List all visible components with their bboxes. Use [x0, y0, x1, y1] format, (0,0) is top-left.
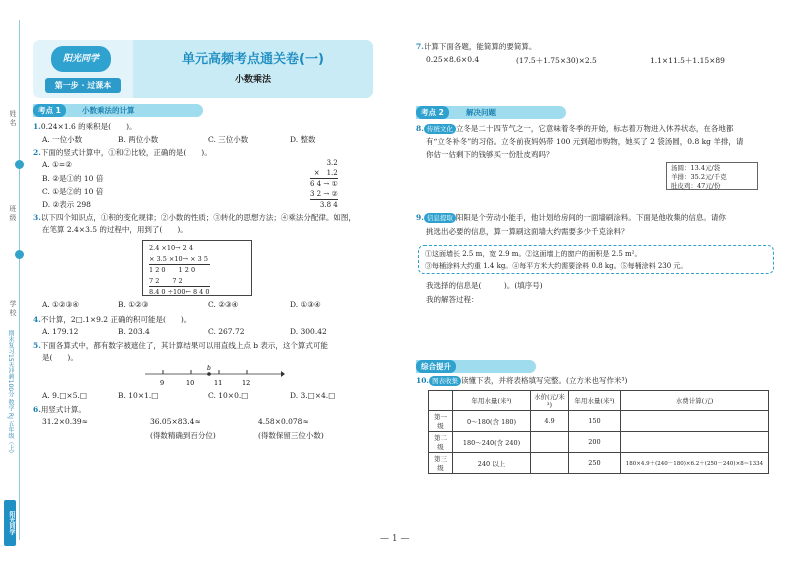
table-cell: 150 — [569, 411, 621, 432]
margin-dot — [15, 160, 24, 169]
calc-line: 2.4 ×10→ 2 4 — [149, 244, 193, 252]
table-row — [429, 453, 769, 474]
q5-option-d[interactable]: D. 3.□×4.□ — [290, 391, 336, 400]
q7-item-2: (17.5＋1.75×30)×2.5 — [516, 56, 597, 65]
table-header — [429, 391, 453, 411]
table-header: 水费计算(元) — [621, 391, 769, 411]
book-info: 期末复习15天冲刺100分 数学 RJ 五年级（上） — [7, 330, 14, 457]
question-1: 1.0.24×1.6 的乘积是( )。 — [33, 122, 137, 131]
margin-school-label: 学校 — [9, 300, 17, 318]
q2-option-d[interactable]: D. ②表示 298 — [42, 200, 91, 209]
margin-name-label: 姓名 — [9, 110, 17, 128]
table-header: 年用水量(米³) — [453, 391, 531, 411]
question-3-line2: 在笔算 2.4×3.5 的过程中，用到了( )。 — [42, 225, 188, 234]
table-cell[interactable] — [621, 411, 769, 432]
question-4: 4.不计算，2□.1×9.2 正确的积可能是( )。 — [33, 315, 192, 324]
table-row — [429, 411, 769, 432]
q6-item-2: 36.05×83.4≈ — [150, 417, 201, 426]
question-2: 2.下面的竖式计算中，①和②比较，正确的是( )。 — [33, 148, 212, 157]
table-cell: 第二级 — [429, 432, 453, 453]
q1-option-c[interactable]: C. 三位小数 — [208, 135, 249, 144]
number-line — [145, 364, 285, 388]
q2-option-b[interactable]: B. ②是①的 10 倍 — [42, 174, 104, 183]
table-cell: 240 以上 — [453, 453, 531, 474]
calc-line: 8.4 0 ÷100← 8 4 0 — [149, 288, 210, 296]
q1-option-b[interactable]: B. 两位小数 — [118, 135, 159, 144]
section1-tag: 考点 1 — [33, 104, 66, 117]
tick-label: 9 — [160, 379, 165, 387]
q9-process[interactable]: 我的解答过程： — [426, 295, 479, 304]
q5-option-a[interactable]: A. 9.□×5.□ — [42, 391, 87, 400]
calc-line: 3.2 — [326, 159, 338, 167]
step-tag: 第一步 · 过课本 — [45, 78, 121, 93]
q6-item-1: 31.2×0.39≈ — [42, 417, 88, 426]
q3-option-d[interactable]: D. ①③④ — [290, 300, 321, 309]
q3-calc-box — [142, 240, 252, 296]
q2-option-a[interactable]: A. ①=② — [42, 160, 72, 169]
section3-tag: 综合提升 — [416, 360, 456, 373]
price-item: 肚皮鸡：47元/份 — [671, 182, 721, 190]
section2-tag: 考点 2 — [416, 106, 449, 119]
question-8-line3: 你估一估剩下的钱够买一份肚皮鸡吗？ — [426, 150, 554, 159]
q2-option-c[interactable]: C. ①是②的 10 倍 — [42, 187, 104, 196]
table-cell: 200 — [569, 432, 621, 453]
q1-option-a[interactable]: A. 一位小数 — [42, 135, 83, 144]
brand-strip: 阳光同学 — [4, 500, 16, 546]
calc-line: 3 2 → ② — [310, 190, 338, 198]
table-cell: 第一级 — [429, 411, 453, 432]
q4-option-d[interactable]: D. 300.42 — [290, 327, 327, 336]
q9-info-box — [418, 245, 774, 274]
q3-option-a[interactable]: A. ①②③④ — [42, 300, 80, 309]
q6-note-1: (得数精确到百分位) — [150, 431, 216, 440]
q6-item-3: 4.58×0.078≈ — [258, 417, 309, 426]
q4-option-a[interactable]: A. 179.12 — [42, 327, 79, 336]
question-6: 6.用竖式计算。 — [33, 405, 86, 414]
margin-line — [19, 20, 20, 540]
price-item: 汤圆：13.4元/袋 — [671, 164, 721, 172]
q8-tag: 传统文化 — [424, 124, 456, 134]
table-cell[interactable] — [531, 432, 569, 453]
question-9: 9. 信息提取 阳阳是个劳动小能手，他计划给房间的一面墙刷涂料。下面是他收集的信息。请你 — [416, 213, 726, 222]
brand-logo: 阳光同学 — [51, 46, 111, 72]
question-10: 10. 图表收集 读懂下表，并将表格填写完整。(立方米也写作米³) — [416, 376, 628, 385]
page-header — [33, 40, 373, 98]
calc-line: 1 2 0 1 2 0 — [149, 266, 196, 274]
q2-vertical-calc — [310, 158, 338, 210]
page-title: 单元高频考点通关卷(一) — [182, 52, 324, 67]
point-b-label: b — [207, 365, 211, 372]
q5-option-b[interactable]: B. 10×1.□ — [118, 391, 159, 400]
question-9-line2: 挑选出必要的信息，算一算刷这面墙大约需要多少千克涂料？ — [426, 227, 629, 236]
q3-option-c[interactable]: C. ②③④ — [208, 300, 239, 309]
calc-line: × 1.2 — [310, 168, 338, 179]
info-line: ①这面墙长 2.5 m，宽 2.9 m。②这面墙上的窗户的面积是 2.5 m²。 — [425, 250, 642, 258]
tick-label: 10 — [186, 379, 195, 387]
q3-option-b[interactable]: B. ①②③ — [118, 300, 149, 309]
table-cell[interactable] — [621, 432, 769, 453]
question-8: 8. 传统文化 立冬是二十四节气之一，它意味着冬季的开始，标志着万物进入休养状态，在各地都 — [416, 124, 734, 133]
question-5-line2: 是( )。 — [42, 353, 78, 362]
question-8-line2: 有“立冬补冬”的习俗。立冬前夜妈妈带 100 元到超市购物，她买了 2 袋汤圆，0.8 kg 羊排，请 — [426, 137, 744, 146]
question-5: 5.下面各算式中，都有数字被遮住了，其计算结果可以用直线上点 b 表示，这个算式可能 — [33, 341, 328, 350]
table-cell: 180～240(含 240) — [453, 432, 531, 453]
table-row — [429, 432, 769, 453]
calc-line: 3.8 4 — [319, 201, 338, 209]
table-header: 水价(元/米³) — [531, 391, 569, 411]
page-subtitle: 小数乘法 — [234, 75, 271, 85]
table-cell: 0～180(含 180) — [453, 411, 531, 432]
water-fee-table — [428, 390, 769, 474]
table-cell: 180×4.9＋(240－180)×6.2＋(250－240)×8＝1334 — [621, 453, 769, 474]
calc-line: 6 4 → ① — [310, 180, 338, 188]
table-header-row — [429, 391, 769, 411]
margin-class-label: 班级 — [9, 205, 17, 223]
question-3: 3.以下四个知识点，①积的变化规律；②小数的性质；③转化的思想方法；④乘法分配律。如图， — [33, 213, 356, 222]
table-cell[interactable] — [531, 453, 569, 474]
q7-item-3: 1.1×11.5＋1.15×89 — [650, 56, 725, 65]
info-line: ③每桶涂料大约重 1.4 kg。④每平方米大约需要涂料 0.8 kg。⑤每桶涂料 230 元。 — [425, 262, 688, 270]
tick-label: 11 — [214, 379, 223, 387]
q5-option-c[interactable]: C. 10×0.□ — [208, 391, 249, 400]
q4-option-c[interactable]: C. 267.72 — [208, 327, 245, 336]
q10-tag: 图表收集 — [429, 376, 461, 386]
calc-line: 7 2 7 2 — [149, 276, 210, 288]
section2-name: 解决问题 — [466, 108, 496, 117]
point-b — [207, 372, 211, 376]
page-number: — 1 — — [380, 534, 410, 544]
q7-item-1: 0.25×8.6×0.4 — [426, 55, 480, 64]
table-cell: 第三级 — [429, 453, 453, 474]
q1-option-d[interactable]: D. 整数 — [290, 135, 316, 144]
question-7: 7.计算下面各题，能简算的要简算。 — [416, 42, 537, 51]
calc-line: × 3.5 ×10→ × 3 5 — [149, 254, 210, 266]
table-cell: 250 — [569, 453, 621, 474]
tick-label: 12 — [242, 379, 251, 387]
table-header: 年用水量(米³) — [569, 391, 621, 411]
price-item: 羊排：35.2元/千克 — [671, 173, 727, 181]
section1-name: 小数乘法的计算 — [82, 106, 135, 115]
number-line-arrow — [281, 371, 285, 377]
margin-dot — [15, 250, 24, 259]
table-cell: 4.9 — [531, 411, 569, 432]
q9-choice[interactable]: 我选择的信息是( )。(填序号) — [426, 281, 543, 290]
price-list — [666, 162, 758, 190]
q9-tag: 信息提取 — [424, 213, 456, 223]
q4-option-b[interactable]: B. 203.4 — [118, 327, 150, 336]
q6-note-2: (得数保留三位小数) — [258, 431, 324, 440]
